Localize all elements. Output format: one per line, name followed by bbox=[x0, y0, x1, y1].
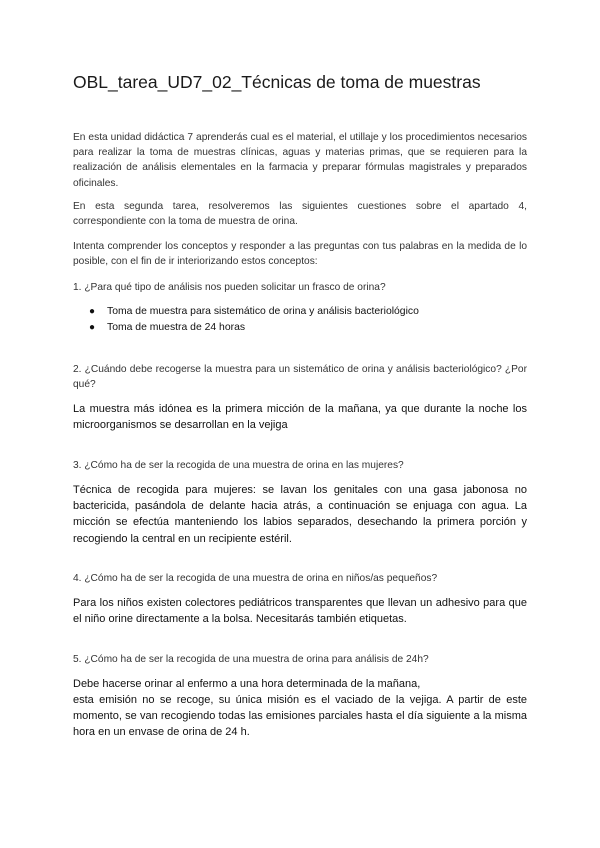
question-3: 3. ¿Cómo ha de ser la recogida de una muestra de orina en las mujeres? bbox=[73, 460, 404, 471]
question-5: 5. ¿Cómo ha de ser la recogida de una muestra de orina para análisis de 24h? bbox=[73, 654, 429, 665]
question-1: 1. ¿Para qué tipo de análisis nos pueden solicitar un frasco de orina? bbox=[73, 282, 386, 293]
answer-5: esta emisión no se recoge, su única misión es el vaciado de la vejiga. A partir de este momento, se van recogiendo todas las emisiones parciales hasta el día siguiente a la misma hora en un envase de orina de 24 h. bbox=[73, 694, 527, 739]
answer-4: Para los niños existen colectores pediátricos transparentes que llevan un adhesivo para que el niño orine directamente a la bolsa. Necesitarás también etiquetas. bbox=[73, 597, 527, 626]
question-2: 2. ¿Cuándo debe recogerse la muestra para un sistemático de orina y análisis bacteriológico? ¿Por qué? bbox=[73, 364, 527, 391]
list-item-text: Toma de muestra para sistemático de orina y análisis bacteriológico bbox=[107, 306, 419, 317]
bullet-icon: ● bbox=[89, 321, 96, 333]
intro-paragraph-2: En esta segunda tarea, resolveremos las siguientes cuestiones sobre el apartado 4, correspondiente con la toma de muestra de orina. bbox=[73, 201, 527, 228]
question-4: 4. ¿Cómo ha de ser la recogida de una muestra de orina en niños/as pequeños? bbox=[73, 573, 438, 584]
question-1-answer-list bbox=[73, 304, 527, 335]
list-item bbox=[73, 304, 527, 320]
bullet-icon: ● bbox=[89, 306, 96, 317]
intro-paragraph-1: En esta unidad didáctica 7 aprenderás cual es el material, el utillaje y los procedimientos necesarios para realizar la toma de muestras clínicas, aguas y materias primas, que se requieren para la realización de análisis elementales en la farmacia y preparar fórmulas magistrales y preparados oficinales. bbox=[73, 132, 527, 189]
answer-3: Técnica de recogida para mujeres: se lavan los genitales con una gasa jabonosa no bactericida, pasándola de delante hacia atrás, a continuación se enjuaga con agua. La micción se efectúa manteniendo los labios separados, desechando la primera porción y recogiendo la central en un recipiente estéril. bbox=[73, 484, 527, 545]
list-item bbox=[73, 320, 527, 336]
document-title: OBL_tarea_UD7_02_Técnicas de toma de muestras bbox=[73, 72, 481, 92]
intro-paragraph-3: Intenta comprender los conceptos y responder a las preguntas con tus palabras en la medida de lo posible, con el fin de ir interiorizando estos conceptos: bbox=[73, 241, 527, 268]
answer-5-line-1: Debe hacerse orinar al enfermo a una hora determinada de la mañana, bbox=[73, 678, 421, 690]
answer-2: La muestra más idónea es la primera micción de la mañana, ya que durante la noche los microorganismos se desarrollan en la vejiga bbox=[73, 403, 527, 432]
list-item-text: Toma de muestra de 24 horas bbox=[107, 321, 246, 333]
